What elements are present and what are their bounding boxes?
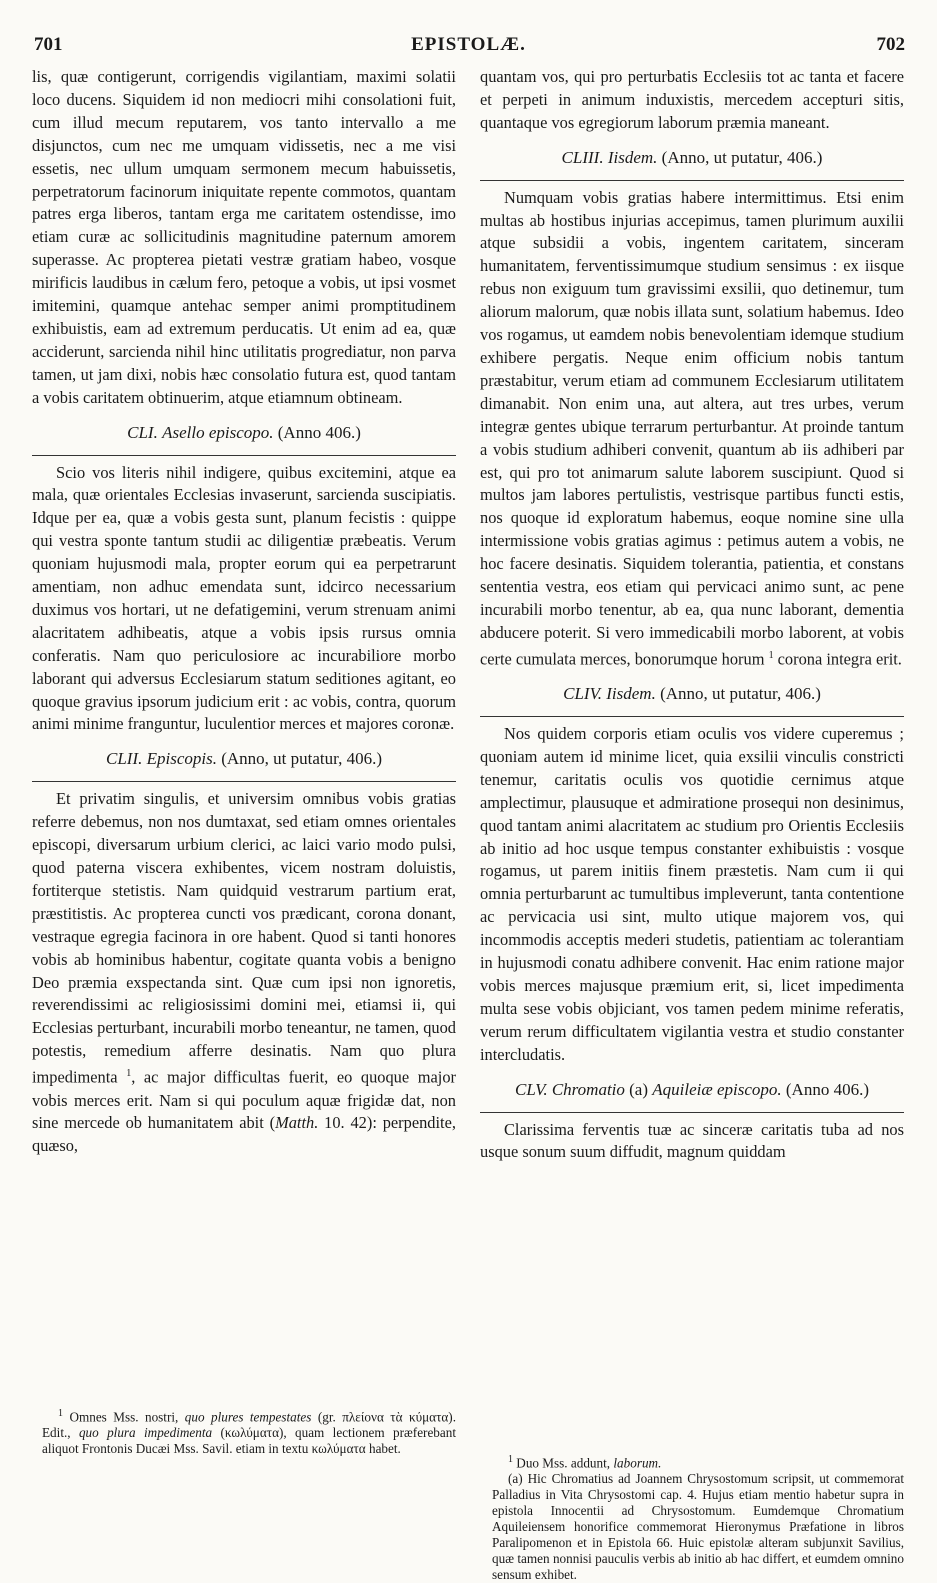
letter-addressee: Episcopis. [146, 749, 217, 769]
right-column [480, 66, 904, 1164]
paragraph-continuation: lis, quæ contigerunt, corrigendis vigilantiam, maximi solatii loco ducens. Siquidem id non mediocri mihi consolationi fuit, cum illud mecum reputarem, vos tanto intervallo a me disjunctos, cum nec me umquam vidissetis, nec a me visi essetis, nec ullum umquam sermonem mecum habuissetis, perpetratorum facinorum iniquitate repente commotos, quantam patres erga liberos, tantam erga me caritatem ostendisse, imo etiam curæ ac sollicitudinis magnitudine paternum amorem superasse. Ac propterea pietati vestræ gratiam habeo, vosque mirificis laudibus in cælum fero, petoque a vobis, ut ipsi vosmet imitemini, quamque antehac semper animi promptitudinem exhibuistis, eam ad extremum perducatis. Ut enim ad ea, quæ acciderunt, sarcienda nihil hinc utilitatis progrediatur, non parva tamen, ut jam dixi, nobis hæc consolatio futura est, quod tantam a vobis caritatem obtinuerim, atque etiamnum obtineam. [32, 67, 456, 407]
text-run-italic: laborum. [613, 1455, 662, 1471]
text-run: , ac major difficultas fuerit, eo quoque major vobis merces erit. Nam si qui poculum aquæ frigidæ dat, non sine mercede ob humanitatem abit ( [32, 1067, 456, 1133]
footnote-marker: 1 [126, 1068, 132, 1080]
note-marker: (a) [629, 1079, 649, 1099]
letter-heading-cli [32, 422, 456, 445]
letter-body-cli: Scio vos literis nihil indigere, quibus excitemini, atque ea mala, quæ orientales Ecclesias invaserunt, sarcienda suscipiatis. Idque per ea, quæ a vobis gesta sunt, planum fecistis : quippe qui vestra sponte tantum studii ac diligentiæ præbeatis. Verum quoniam hujusmodi mala, propter eorum qui ea perpetrarunt amentiam, non adhuc emendata sunt, idcirco necessarium duximus vos hortari, ut ne defatigemini, verum strenuam animi alacritatem adhibeatis, atque a vobis ipsis rursus omnia conferatis. Nam quo periculosiore ac incurabiliore morbo laborant qui adversus Ecclesiarum statum seditiones agitant, eo quoque gravius ipsorum judicium erit : ac vobis, contra, quorum animi minime franguntur, luculentior merces et majores coronæ. [32, 462, 456, 734]
letter-body-cliii [480, 187, 904, 672]
letter-heading-cliv [480, 683, 904, 706]
footnote-1 [492, 1452, 904, 1471]
left-column [32, 66, 456, 1158]
text-run-italic: quo plura impedimenta [78, 1425, 213, 1441]
letter-addressee: Iisdem. [606, 684, 656, 704]
text-run: (κωλύματα), quam lectionem præferebant aliquot Frontonis Ducæi Mss. Savil. etiam in textu κωλύματα habet. [42, 1425, 457, 1457]
paragraph-continuation: quantam vos, qui pro perturbatis Ecclesiis tot ac tanta et facere et perpeti in animum induxistis, mercedem accepturi sitis, quantaque vos egregiorum laborum præmia maneant. [480, 67, 904, 132]
letter-number: CLIII. [561, 147, 604, 167]
footnote-a [492, 1471, 904, 1583]
letter-date: (Anno 406.) [277, 422, 361, 442]
letter-addressee-see: Aquileiæ episcopo. [652, 1079, 782, 1099]
letter-date: (Anno, ut putatur, 406.) [221, 749, 383, 769]
letter-date: (Anno 406.) [785, 1079, 869, 1099]
letter-number: CLI. [127, 422, 158, 442]
heading-rule [480, 1112, 904, 1113]
letter-addressee: Asello episcopo. [162, 422, 274, 442]
letter-number: CLV. [514, 1079, 548, 1099]
running-title: EPISTOLÆ. [411, 34, 526, 55]
heading-rule [32, 455, 456, 456]
footnotes-right [492, 1452, 904, 1583]
text-run: Duo Mss. addunt, [513, 1455, 614, 1471]
heading-rule [32, 781, 456, 782]
text-run: Omnes Mss. nostri, [63, 1409, 185, 1425]
text-run-italic: quo plures tempestates [184, 1409, 312, 1425]
footnote-number: 1 [508, 1454, 513, 1465]
letter-body-cliv: Nos quidem corporis etiam oculis vos videre cuperemus ; quoniam autem id minime licet, quia exsilii vinculis constricti tenemur, caritatis oculis vos quotidie cernimus atque amplectimur, plausuque et admiratione prosequi non desinimus, quod tantam animi alacritatem ac studium pro Orientis Ecclesiis ab initio ad hoc usque tempus constanter exhibuistis : vosque rogamus, ut parem initiis finem præstetis. Nam cum ii qui omnia perturbarunt ac tumultibus impleverunt, tanta contentione ac pervicacia usi sint, multo utique majorem vos, qui incommodis acceptis mederi studetis, patientiam ac tolerantiam in hujusmodi conatu adhibere convenit. Hac enim ratione major vobis merces majusque præmium erit, si, licet impedimenta multa sese vobis objiciant, vos tamen pedem minime referatis, verum rerum difficultatem vigilantia vestra et studio constanter intercludatis. [480, 724, 904, 1064]
text-run: corona integra erit. [773, 649, 902, 669]
text-run: 10. 42): perpendite, quæso, [32, 1113, 456, 1156]
text-run: Numquam vobis gratias habere intermittimus. Etsi enim multas ab hostibus injurias accepimus, tamen plurimum auxilii atque subsidii a vobis, ingentem caritatem, sinceram humanitatem, ferventissimumque studium sensimus : ex iisque rebus non exiguum tum gravissimi exsilii, quo detinemur, tum aliorum malorum, quæ nobis illata sunt, solatium habemus. Ideo vos rogamus, ut eamdem nobis benevolentiam idemque studium exhibere pergatis. Neque enim officium nobis tantum præstabitur, verum etiam ad communem Ecclesiarum utilitatem dimanabit. Non enim una, aut altera, aut tres urbes, verum integræ gentes ubique terrarum perturbantur. At proinde tantum a vobis studium adhiberi convenit, quantum ab iis adhiberi par est, qui pro tot animarum salute laborem suscipiunt. Quod si multos jam labores pertulistis, vestrisque partibus functi estis, nos quoque id exploratum habemus, eoque nomine sine ulla intermissione vobis gratias agimus : petimus autem a vobis, ne hoc facere desinatis. Siquidem tolerantia, patientia, et constans sententia vestra, eos etiam qui pervicaci animo sunt, ac pene incurabili morbo tenentur, ab ea, qua nunc laborant, dementia abducere poterit. Si vero immedicabili morbo laborent, at vobis certe cumulata merces, bonorumque horum [480, 187, 904, 669]
footnote-number: 1 [58, 1408, 63, 1419]
letter-date: (Anno, ut putatur, 406.) [661, 147, 823, 167]
letter-heading-cliii [480, 147, 904, 170]
letter-number: CLII. [105, 749, 143, 769]
text-run: (gr. πλείονα τὰ κύματα). Edit., [42, 1409, 456, 1441]
heading-rule [480, 180, 904, 181]
letter-number: CLIV. [563, 684, 603, 704]
text-run: Et privatim singulis, et universim omnibus vobis gratias referre debemus, non nos dumtaxat, sed etiam omnes orientales episcopi, diversarum urbium clerici, ac laici vario modo pulsi, quod paterna viscera exhibentes, vicem nostram doluistis, fortiterque stetistis. Nam quidquid vestrarum partium erat, præstitistis. Ac propterea cuncti vos prædicant, corona donant, vestraque egregia facinora in ore habent. Quod si tanti honores vobis ab hominibus habentur, cogitate quanta vobis a benigno Deo præmia exspectanda sint. Quæ cum ipsi non ignoretis, reverendissimi ac religiosissimi domini mei, etiamsi ii, qui Ecclesias perturbant, incurabili morbo teneantur, ne tamen, quod potestis, remedium afferre desinatis. Nam quo plura impedimenta [32, 789, 456, 1087]
footnote-marker: 1 [768, 649, 774, 661]
text-run: Hic Chromatius ad Joannem Chrysostomum scripsit, ut commemorat Palladius in Vita Chrysostomi cap. 4. Hujus etiam mentio habetur supra in epistola Innocentii ad Chrysostomum. Eumdemque Chromatium Aquileiensem honorifice commemorat Hieronymus Præfatione in libros Paralipomenon et in Epistola 66. Huic epistolæ alteram subjunxit Savilius, quæ tamen nonnisi pauculis verbis ab initio ab hac differt, et eumdem omnino sensum exhibet. [492, 1471, 904, 1583]
letter-body-clv: Clarissima ferventis tuæ ac sinceræ caritatis tuba ad nos usque sonum suum diffudit, magnum quiddam [480, 1119, 904, 1162]
footnote-left [42, 1406, 456, 1457]
letter-heading-clii [32, 748, 456, 771]
letter-heading-clv [480, 1079, 904, 1102]
page-number-right: 702 [876, 34, 905, 55]
footnote-number: (a) [508, 1471, 523, 1487]
heading-rule [480, 716, 904, 717]
page-number-left: 701 [34, 34, 63, 55]
letter-addressee: Chromatio [551, 1079, 625, 1099]
letter-addressee: Iisdem. [607, 147, 658, 167]
running-header [0, 34, 937, 64]
scripture-reference: Matth. [275, 1113, 319, 1133]
letter-date: (Anno, ut putatur, 406.) [660, 684, 821, 704]
letter-body-clii [32, 788, 456, 1158]
